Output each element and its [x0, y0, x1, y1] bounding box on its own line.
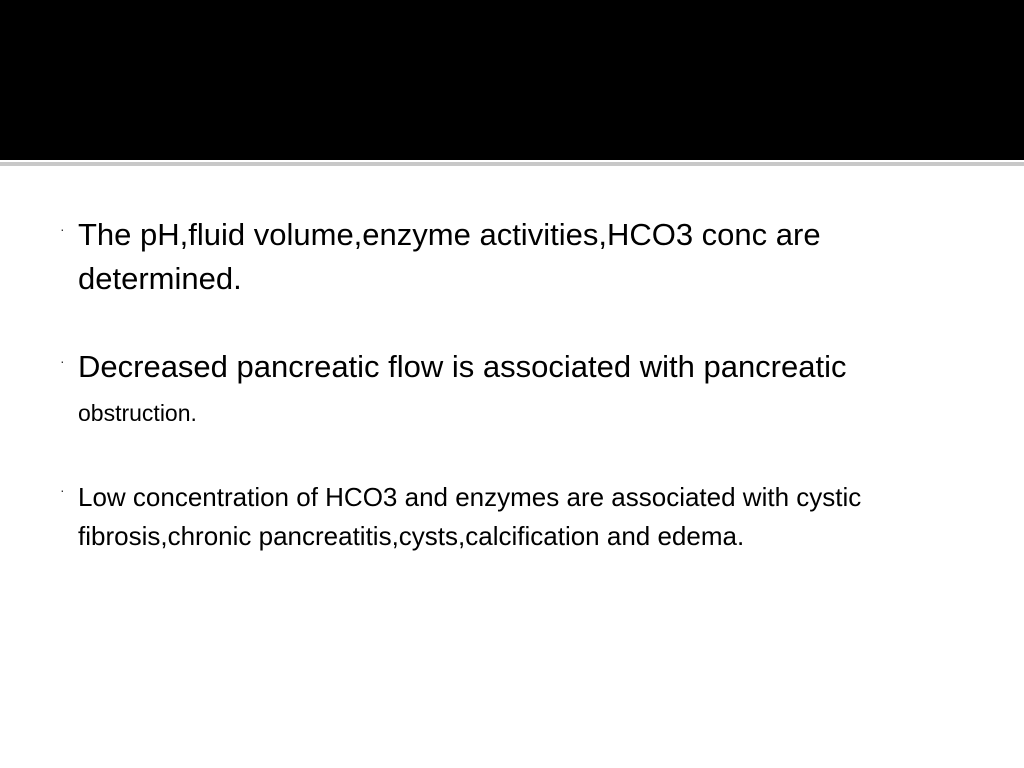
bullet-text-main: Decreased pancreatic flow is associated with pancreatic	[78, 349, 847, 384]
bullet-text-small: obstruction.	[78, 400, 197, 426]
bullet-marker: ·	[60, 353, 65, 369]
bullet-text: The pH,fluid volume,enzyme activities,HCO3 conc are determined.	[78, 217, 821, 296]
bullet-marker: ·	[60, 482, 65, 498]
bullet-text	[78, 345, 958, 435]
bullet-marker: ·	[60, 221, 65, 237]
title-band	[0, 0, 1024, 160]
title-divider	[0, 162, 1024, 166]
bullet-text: Low concentration of HCO3 and enzymes are associated with cystic fibrosis,chronic pancreatitis,cysts,calcification and edema.	[78, 482, 862, 551]
